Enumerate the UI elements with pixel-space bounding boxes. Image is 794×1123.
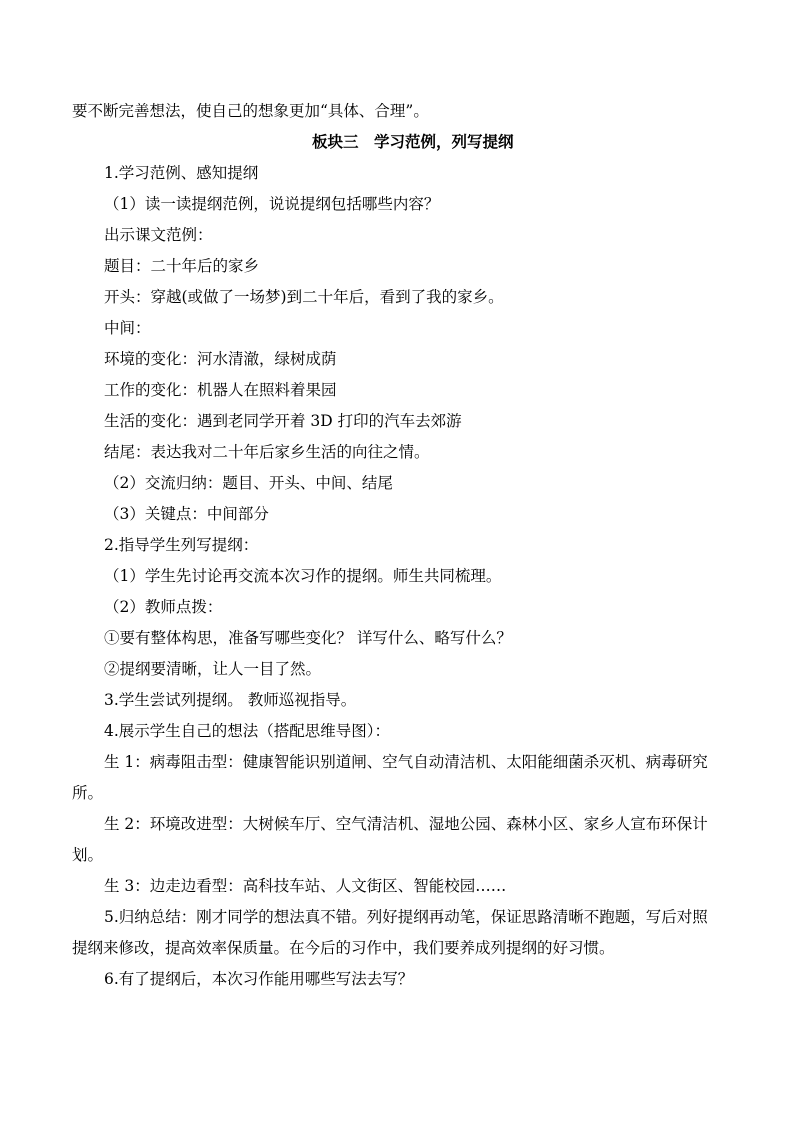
paragraph-line: 题目：二十年后的家乡 xyxy=(104,257,260,275)
paragraph-line: 4.展示学生自己的想法（搭配思维导图）： xyxy=(104,722,391,740)
paragraph-line: ①要有整体构思，准备写哪些变化？ 详写什么、略写什么？ xyxy=(104,629,512,647)
paragraph-line: 结尾：表达我对二十年后家乡生活的向往之情。 xyxy=(104,443,430,461)
paragraph-line: 划。 xyxy=(72,846,104,864)
paragraph-line: 所。 xyxy=(72,784,104,802)
paragraph-line: （3）关键点：中间部分 xyxy=(104,505,269,523)
paragraph-line: （2）教师点拨： xyxy=(104,598,223,616)
paragraph-line: 要不断完善想法，使自己的想象更加“具体、合理”。 xyxy=(72,102,429,120)
paragraph-line: 生 3：边走边看型：高科技车站、人文街区、智能校园…… xyxy=(104,877,507,895)
paragraph-line: 1.学习范例、感知提纲 xyxy=(104,164,259,182)
paragraph-line: （1）读一读提纲范例，说说提纲包括哪些内容？ xyxy=(104,195,440,213)
paragraph-line: 3.学生尝试列提纲。 教师巡视指导。 xyxy=(104,691,357,709)
paragraph-line: 2.指导学生列写提纲： xyxy=(104,536,259,554)
paragraph-line: ②提纲要清晰，让人一目了然。 xyxy=(104,660,322,678)
paragraph-line: 生活的变化：遇到老同学开着 3D 打印的汽车去郊游 xyxy=(104,412,462,430)
paragraph-line: 生 2：环境改进型：大树候车厅、空气清洁机、湿地公园、森林小区、家乡人宣布环保计 xyxy=(104,815,708,833)
paragraph-line: 5.归纳总结：刚才同学的想法真不错。列好提纲再动笔，保证思路清晰不跑题，写后对照 xyxy=(104,908,708,926)
paragraph-line: 出示课文范例： xyxy=(104,226,213,244)
paragraph-line: （1）学生先讨论再交流本次习作的提纲。师生共同梳理。 xyxy=(104,567,502,585)
paragraph-line: 提纲来修改，提高效率保质量。在今后的习作中，我们要养成列提纲的好习惯。 xyxy=(72,939,615,957)
paragraph-line: 生 1：病毒阻击型：健康智能识别道闸、空气自动清洁机、太阳能细菌杀灭机、病毒研究 xyxy=(104,753,708,771)
paragraph-line: 开头：穿越(或做了一场梦)到二十年后，看到了我的家乡。 xyxy=(104,288,504,306)
paragraph-line: 工作的变化：机器人在照料着果园 xyxy=(104,381,337,399)
paragraph-line: 中间： xyxy=(104,319,151,337)
section-heading: 板块三 学习范例，列写提纲 xyxy=(312,132,514,151)
paragraph-line: 环境的变化：河水清澈，绿树成荫 xyxy=(104,350,337,368)
paragraph-line: 6.有了提纲后，本次习作能用哪些写法去写？ xyxy=(104,970,414,988)
paragraph-line: （2）交流归纳：题目、开头、中间、结尾 xyxy=(104,474,393,492)
